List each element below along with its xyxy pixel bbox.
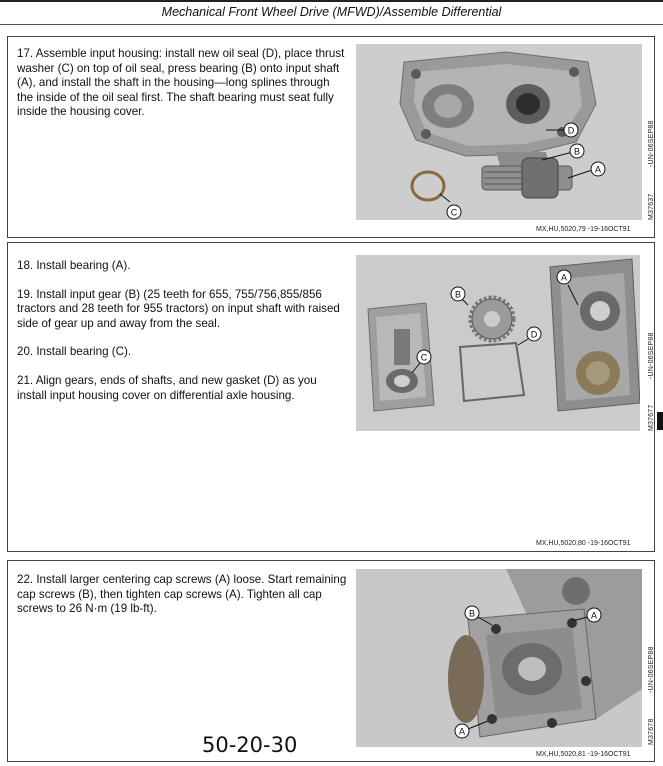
- callout-b: B: [454, 289, 462, 300]
- callout-c: C: [420, 352, 428, 363]
- header-top-rule: [0, 0, 663, 2]
- callout-a: A: [560, 272, 568, 283]
- figure-id-vertical: -UN-06SEP88: [648, 332, 655, 379]
- reference-code: MX,HU,5020,81 -19-16OCT91: [536, 751, 631, 758]
- reference-code: MX,HU,5020,79 -19-16OCT91: [536, 226, 631, 233]
- step-22-section: [7, 560, 655, 762]
- callout-a: A: [458, 726, 466, 737]
- callout-a: A: [594, 164, 602, 175]
- figure-id-vertical: -UN-06SEP88: [648, 646, 655, 693]
- step-20-instruction: 20. Install bearing (C).: [17, 345, 132, 359]
- step-22-instruction: 22. Install larger centering cap screws (A) loose. Start remaining cap screws (B), then tighten cap screws (A). Tighten all cap screws to 26 N·m (19 lb-ft).: [17, 573, 347, 616]
- input-housing-illustration: [356, 44, 642, 220]
- figure-id-vertical: -UN-06SEP88: [648, 120, 655, 167]
- step-22-text: [17, 573, 347, 631]
- figure-number-vertical: M37678: [648, 718, 655, 745]
- steps-18-21-text: [17, 259, 347, 417]
- input-housing-photo: [356, 44, 642, 220]
- step-18-instruction: 18. Install bearing (A).: [17, 259, 131, 272]
- callout-b: B: [573, 146, 581, 157]
- callout-c: C: [450, 207, 458, 218]
- step-19-instruction: 19. Install input gear (B) (25 teeth for 655, 755/756,855/856 tractors and 28 teeth for 955 tractors) on input shaft with raised side of gear up and away from the seal.: [17, 287, 340, 330]
- callout-d: D: [530, 329, 538, 340]
- callout-a: A: [590, 610, 598, 621]
- step-21-instruction: 21. Align gears, ends of shafts, and new gasket (D) as you install input housing cover on differential axle housing.: [17, 373, 317, 402]
- page-header-title: Mechanical Front Wheel Drive (MFWD)/Assemble Differential: [161, 5, 502, 19]
- step-17-text: [17, 47, 347, 134]
- page-number: 50-20-30: [202, 733, 298, 757]
- step-17-instruction: 17. Assemble input housing: install new oil seal (D), place thrust washer (C) on top of oil seal, press bearing (B) onto input shaft (A), and install the shaft in the housing—long splines through the inside of the oil seal first. The shaft bearing must seat fully inside the housing cover.: [17, 47, 345, 119]
- figure-number-vertical: M37677: [648, 404, 655, 431]
- input-gear-illustration: [356, 255, 640, 431]
- cap-screws-illustration: [356, 569, 642, 747]
- input-gear: [470, 297, 514, 341]
- input-gear-photo: [356, 255, 640, 431]
- step-17-section: [7, 36, 655, 238]
- cap-screws-photo: [356, 569, 642, 747]
- reference-code: MX,HU,5020,80 -19-16OCT91: [536, 540, 631, 547]
- callout-b: B: [468, 608, 476, 619]
- header-bottom-rule: [0, 24, 663, 25]
- steps-18-21-section: [7, 242, 655, 552]
- callout-d: D: [567, 125, 575, 136]
- figure-number-vertical: M37637: [648, 193, 655, 220]
- page-edge-tab: [657, 412, 663, 430]
